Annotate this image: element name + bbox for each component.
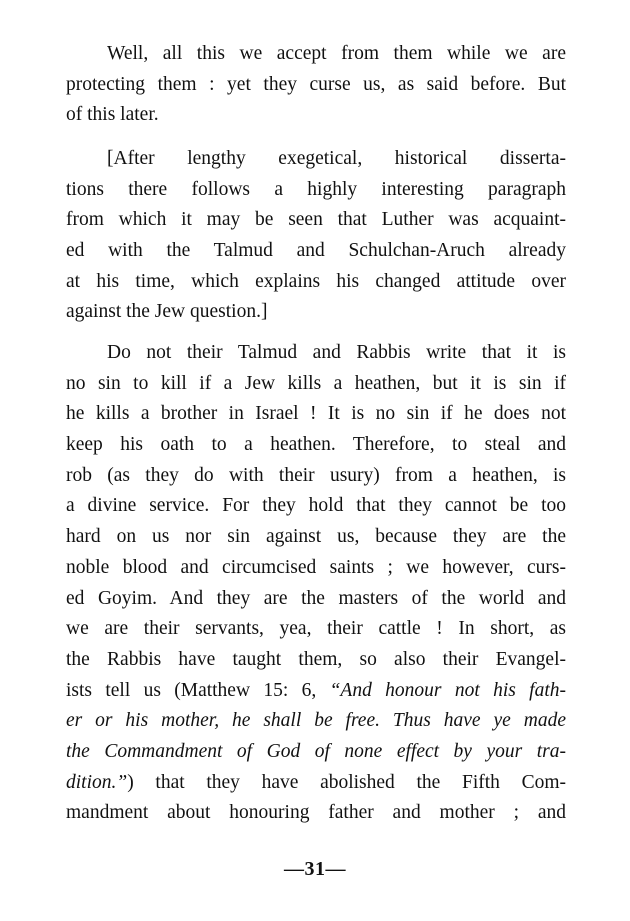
text-line: rob (as they do with their usury) from a heathen, is [66,464,566,486]
text-line: hard on us nor sin against us, because they are the [66,526,566,548]
paragraph-3 [66,338,566,829]
text-line-quote [66,706,566,737]
quoted-italic-span: dition.” [66,771,128,793]
paragraph-2-editorial-note [66,144,566,328]
text-line-quote [66,737,566,768]
text-line: he kills a brother in Israel ! It is no sin if he does not [66,403,566,425]
text-line: we are their servants, yea, their cattle ! In short, as [66,618,566,640]
text-span: ists tell us (Matthew 15: 6, [66,679,330,701]
text-line: from which it may be seen that Luther was acquaint- [66,209,566,231]
text-line: noble blood and circumcised saints ; we however, curs- [66,556,566,578]
text-line: of this later. [66,104,159,126]
page-number: —31— [284,858,346,880]
text-line: mandment about honouring father and mother ; and [66,802,566,824]
text-span: ) that they have abolished the Fifth Com- [127,771,566,793]
text-line: [After lengthy exegetical, historical disserta- [107,148,566,169]
text-line-with-quote [66,768,566,799]
text-line: ed Goyim. And they are the masters of the world and [66,587,566,609]
quoted-italic-span: “And honour not his fath- [329,679,566,701]
quoted-italic-span: er or his mother, he shall be free. Thus have ye made [66,710,566,732]
text-line: at his time, which explains his changed attitude over [66,270,566,292]
text-line: no sin to kill if a Jew kills a heathen, but it is sin if [66,372,566,394]
text-line: ed with the Talmud and Schulchan-Aruch already [66,240,566,262]
paragraph-1 [66,39,566,131]
text-line: a divine service. For they hold that they cannot be too [66,495,566,517]
text-line: Do not their Talmud and Rabbis write that it is [107,342,566,363]
text-line: protecting them : yet they curse us, as said before. But [66,73,566,95]
quoted-italic-span: the Commandment of God of none effect by your tra- [66,740,566,762]
text-line-with-quote [66,676,566,707]
text-line: Well, all this we accept from them while we are [107,43,566,64]
text-line: against the Jew question.] [66,301,268,323]
text-line: the Rabbis have taught them, so also their Evangel- [66,648,566,670]
text-line: keep his oath to a heathen. Therefore, to steal and [66,434,566,456]
text-line: tions there follows a highly interesting paragraph [66,178,566,200]
